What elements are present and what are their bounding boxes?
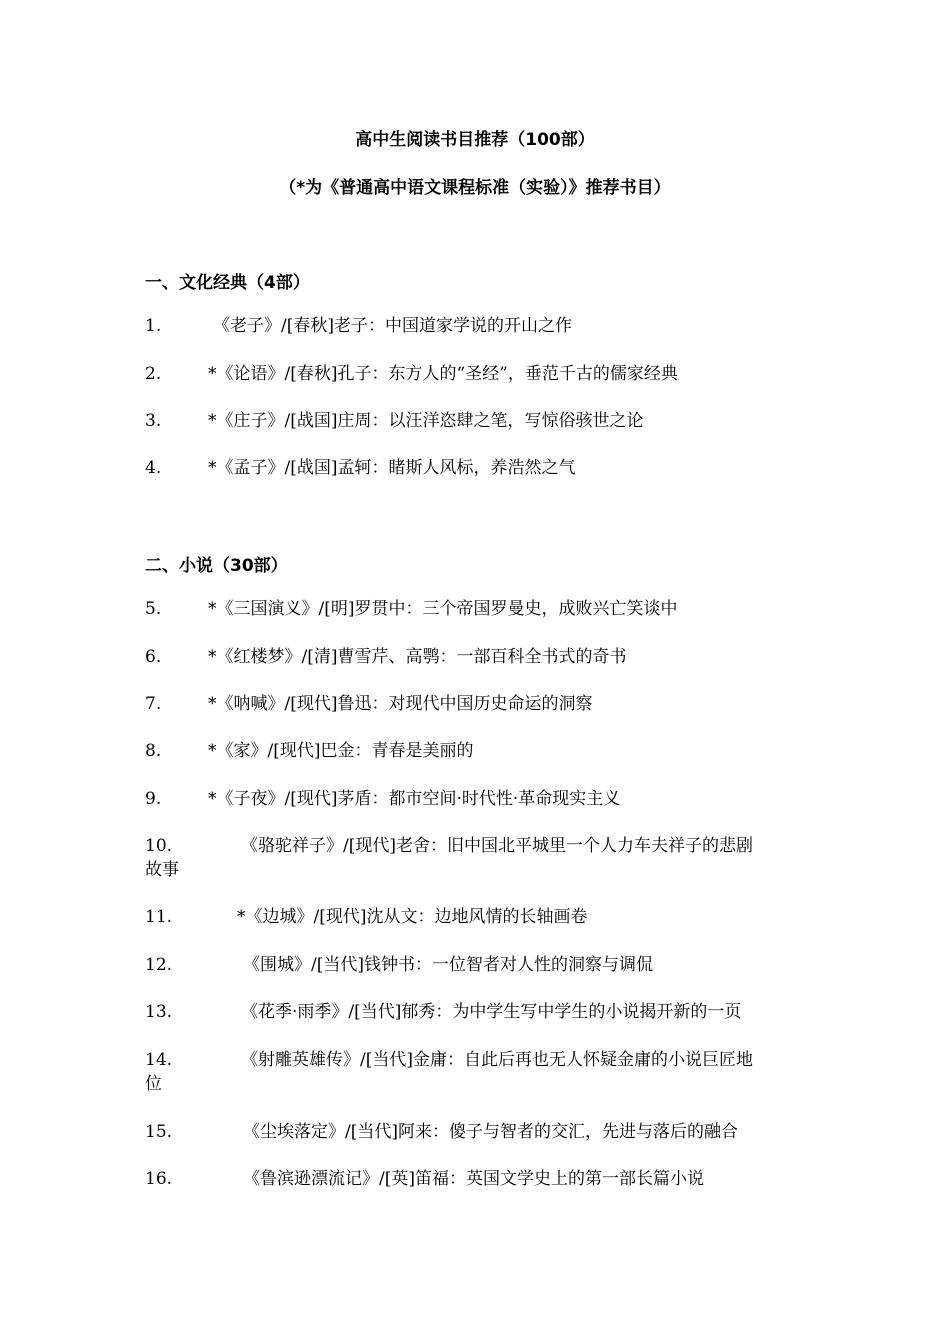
item-text: *《红楼梦》/[清]曹雪芹、高鹗：一部百科全书式的奇书 [208, 647, 627, 667]
item-number: 5. [145, 599, 162, 619]
section-heading: 二、小说（30部） [145, 556, 288, 576]
item-number: 15. [145, 1122, 173, 1142]
list-item [145, 692, 810, 716]
list-item [145, 1120, 810, 1144]
item-number: 10. [145, 836, 173, 856]
item-text: *《论语》/[春秋]孔子：东方人的“圣经”，垂范千古的儒家经典 [208, 364, 678, 384]
item-number: 7. [145, 694, 162, 714]
section-heading: 一、文化经典（4部） [145, 273, 310, 293]
list-item [145, 834, 810, 882]
item-text: 《骆驼祥子》/[现代]老舍：旧中国北平城里一个人力车夫祥子的悲剧 [241, 836, 753, 856]
item-number: 8. [145, 741, 162, 761]
item-number: 6. [145, 647, 162, 667]
item-text: 《老子》/[春秋]老子：中国道家学说的开山之作 [213, 316, 572, 336]
list-item [145, 645, 810, 669]
item-text: *《家》/[现代]巴金：青春是美丽的 [208, 741, 474, 761]
item-text: *《呐喊》/[现代]鲁迅：对现代中国历史命运的洞察 [208, 694, 593, 714]
item-number: 3. [145, 411, 162, 431]
list-item [145, 787, 810, 811]
item-number: 14. [145, 1050, 173, 1070]
list-item [145, 1000, 810, 1024]
list-item [145, 456, 810, 480]
list-item [145, 739, 810, 763]
page-title: 高中生阅读书目推荐（100部） [355, 130, 595, 150]
item-number: 2. [145, 364, 162, 384]
item-text: *《庄子》/[战国]庄周：以汪洋恣肆之笔，写惊俗骇世之论 [208, 411, 644, 431]
item-text: 《鲁滨逊漂流记》/[英]笛福：英国文学史上的第一部长篇小说 [243, 1169, 704, 1189]
page-subtitle: （*为《普通高中语文课程标准（实验）》推荐书目） [279, 178, 671, 198]
list-item [145, 1048, 810, 1096]
list-item [145, 409, 810, 433]
item-number: 16. [145, 1169, 173, 1189]
list-item [145, 314, 810, 338]
list-item [145, 1167, 810, 1191]
item-number: 9. [145, 789, 162, 809]
item-number: 12. [145, 955, 173, 975]
item-number: 1. [145, 316, 162, 336]
item-text-continuation: 故事 [145, 860, 179, 880]
item-text: 《尘埃落定》/[当代]阿来：傻子与智者的交汇，先进与落后的融合 [243, 1122, 738, 1142]
item-text: *《三国演义》/[明]罗贯中：三个帝国罗曼史，成败兴亡笑谈中 [208, 599, 678, 619]
item-text: 《射雕英雄传》/[当代]金庸：自此后再也无人怀疑金庸的小说巨匠地 [241, 1050, 753, 1070]
item-number: 11. [145, 907, 173, 927]
item-number: 4. [145, 458, 162, 478]
item-text: *《边城》/[现代]沈从文：边地风情的长轴画卷 [237, 907, 588, 927]
list-item [145, 953, 810, 977]
list-item [145, 362, 810, 386]
item-text: *《子夜》/[现代]茅盾：都市空间·时代性·革命现实主义 [208, 789, 621, 809]
item-number: 13. [145, 1002, 173, 1022]
item-text: *《孟子》/[战国]孟轲：睹斯人风标，养浩然之气 [208, 458, 576, 478]
list-item [145, 905, 810, 929]
item-text: 《围城》/[当代]钱钟书：一位智者对人性的洞察与调侃 [243, 955, 653, 975]
item-text-continuation: 位 [145, 1074, 162, 1094]
list-item [145, 597, 810, 621]
item-text: 《花季·雨季》/[当代]郁秀：为中学生写中学生的小说揭开新的一页 [241, 1002, 742, 1022]
